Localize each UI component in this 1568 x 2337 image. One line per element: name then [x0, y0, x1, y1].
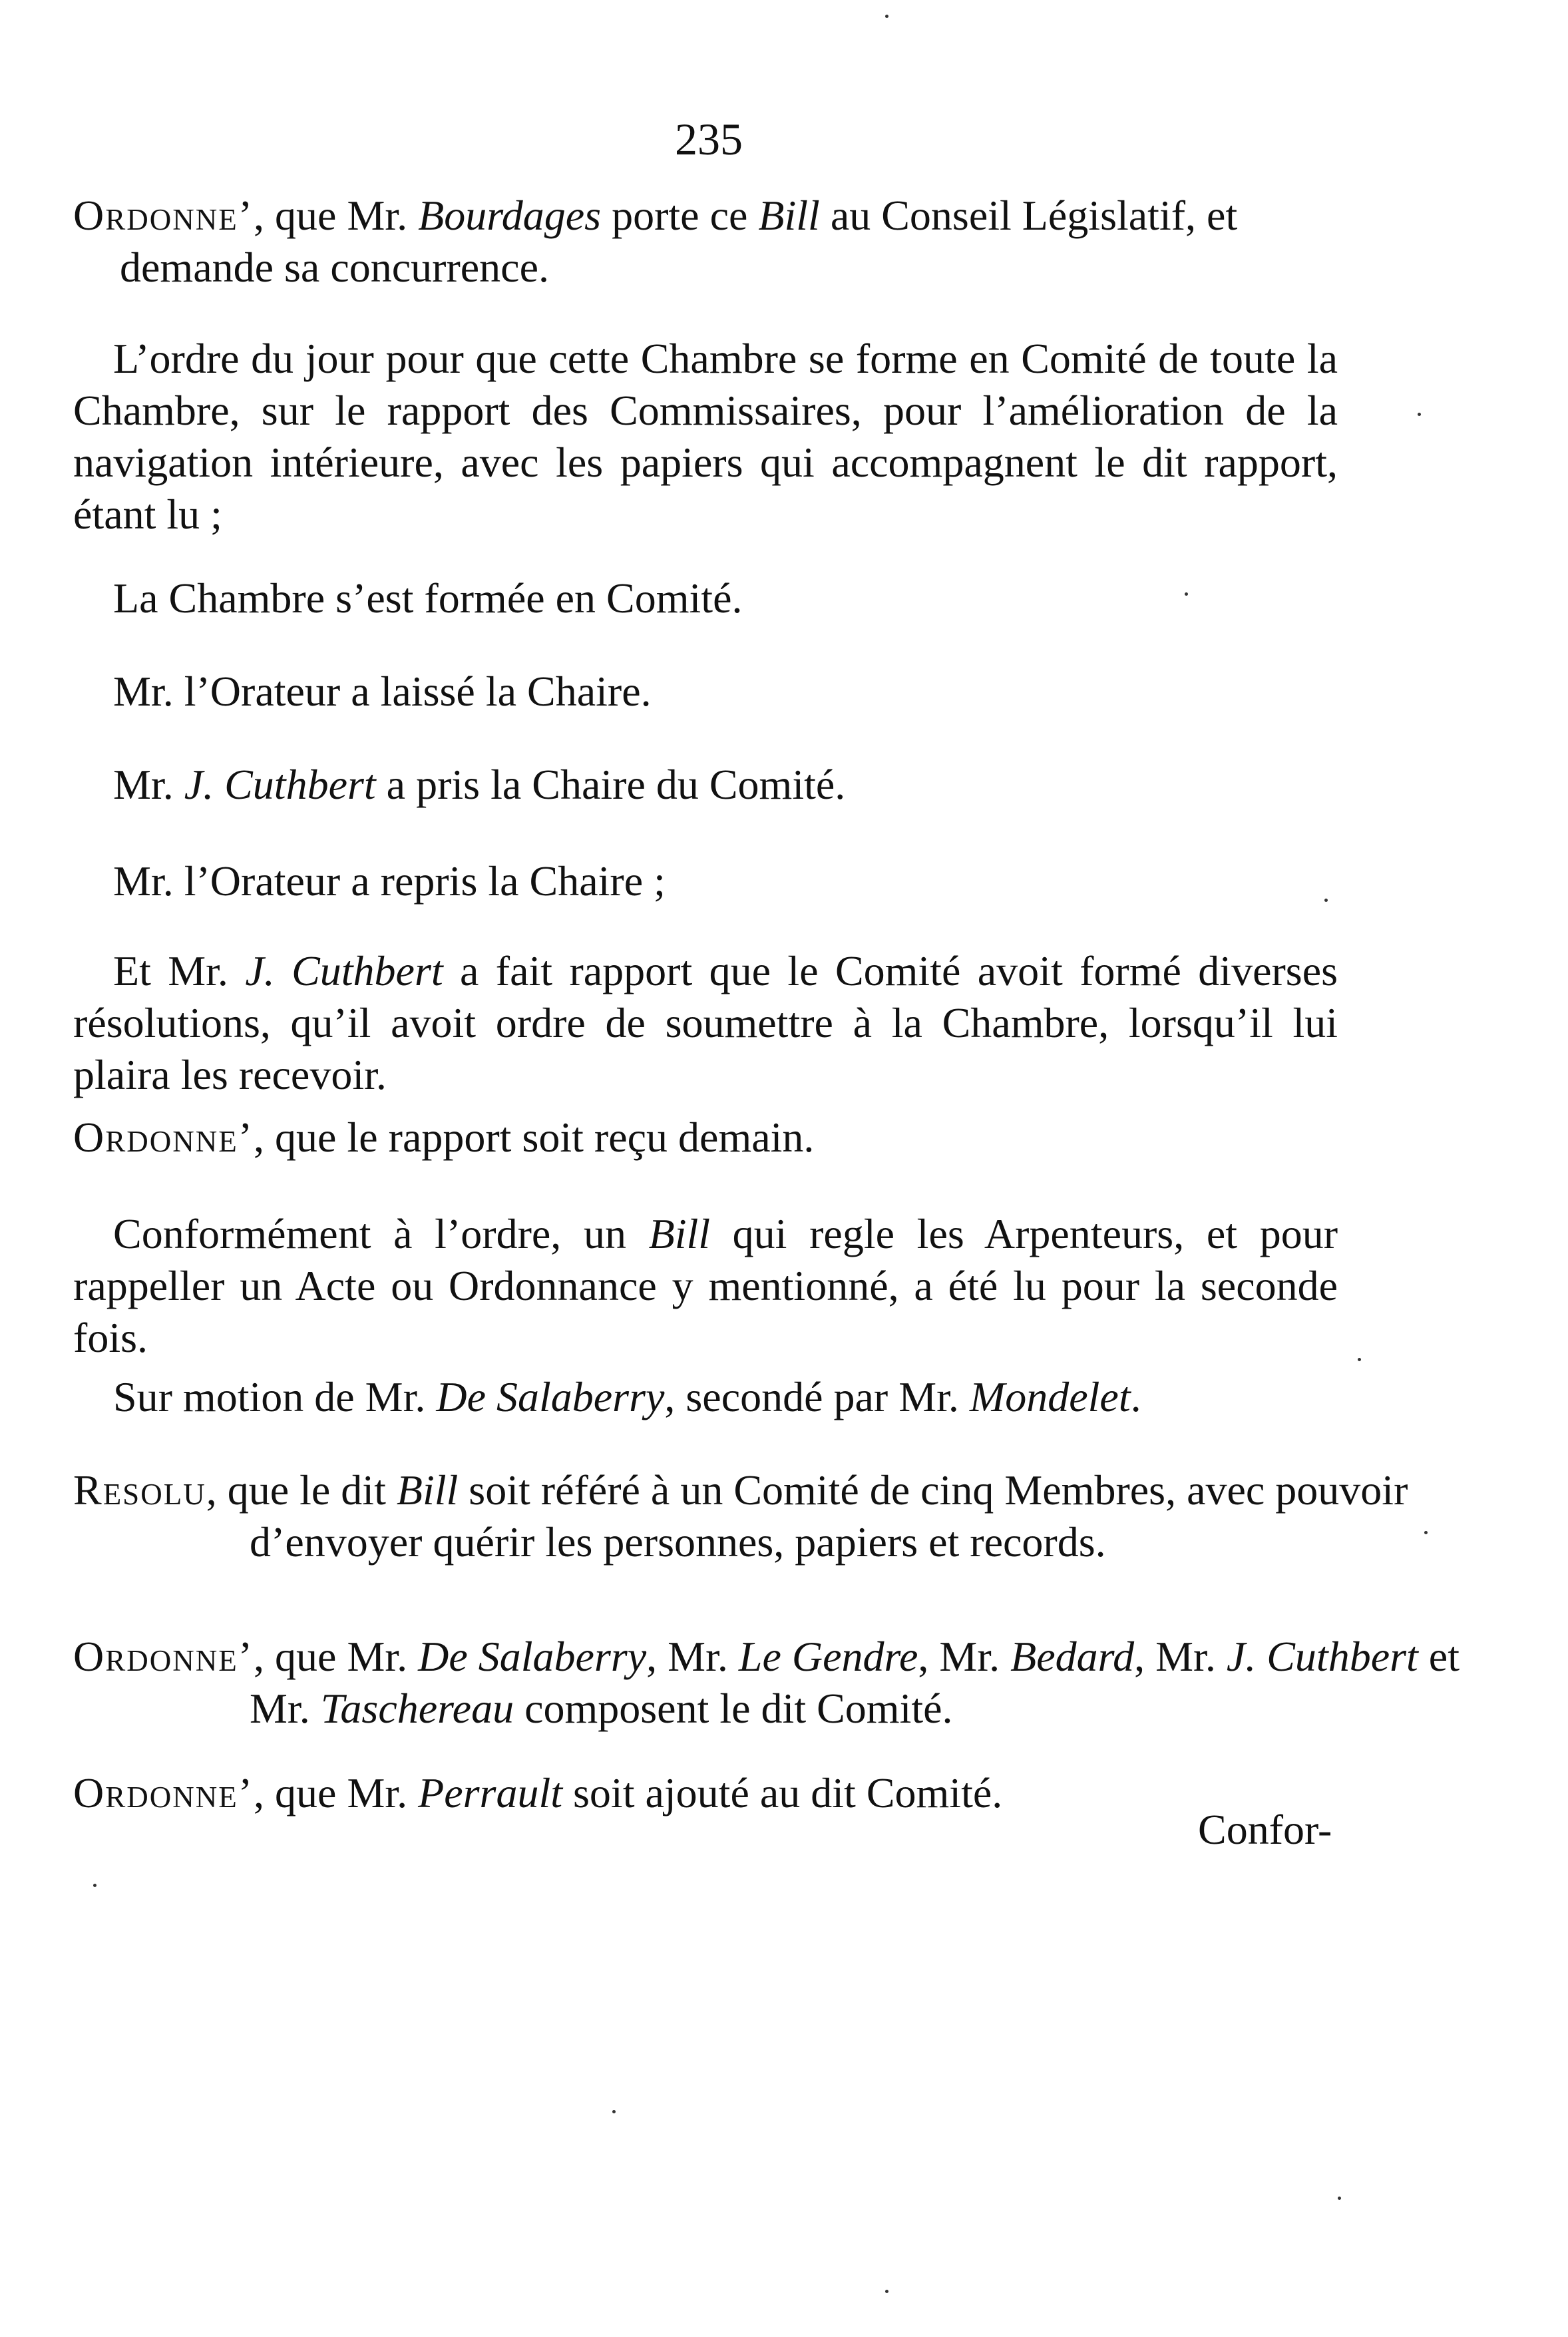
- bill-term: Bill: [758, 192, 820, 239]
- paragraph-order-of-day: [73, 333, 1338, 540]
- paragraph-committee-members: [73, 1631, 1514, 1735]
- text-run: , Mr.: [918, 1633, 1011, 1680]
- order-heading: Ordonne’: [73, 1633, 254, 1680]
- text-run: , que Mr.: [254, 1769, 419, 1816]
- print-speck: [1338, 2197, 1341, 2200]
- paragraph-motion: [73, 1371, 1378, 1423]
- order-heading: Ordonne’: [73, 192, 254, 239]
- paragraph-house-in-committee: [73, 572, 1378, 624]
- print-speck: [612, 2110, 616, 2113]
- print-speck: [1185, 592, 1188, 596]
- paragraph-surveyors-bill: [73, 1208, 1338, 1364]
- text-run: Et Mr.: [113, 947, 246, 994]
- name-de-salaberry: De Salaberry: [418, 1633, 647, 1680]
- paragraph-cuthbert-chair: [73, 759, 1378, 811]
- text-run: , que le dit: [206, 1466, 397, 1514]
- name-mondelet: Mondelet: [969, 1373, 1131, 1420]
- name-le-gendre: Le Gendre: [738, 1633, 918, 1680]
- print-speck: [1324, 899, 1328, 902]
- text-run: , Mr.: [646, 1633, 739, 1680]
- order-heading: Ordonne’: [73, 1114, 254, 1161]
- paragraph-perrault-added: [73, 1767, 1338, 1819]
- text-run: Mr. l’Orateur a laissé la Chaire.: [113, 668, 652, 715]
- name-perrault: Perrault: [418, 1769, 562, 1816]
- paragraph-order-report-tomorrow: [73, 1112, 1338, 1164]
- text-run: soit référé à un Comité de cinq Membres, avec pouvoir d’envoyer quérir les personnes, papiers et records.: [250, 1466, 1408, 1566]
- paragraph-order-bourdages: [73, 190, 1384, 294]
- resolution-heading: Resolu: [73, 1466, 206, 1514]
- text-run: a fait rapport que le Comité avoit formé diverses résolutions, qu’il avoit ordre de soumettre à la Chambre, lorsqu’il lui plaira les recevoir.: [73, 947, 1338, 1098]
- order-heading: Ordonne’: [73, 1769, 254, 1816]
- text-run: soit ajouté au dit Comité.: [562, 1769, 1003, 1816]
- print-speck: [885, 15, 888, 18]
- text-run: composent le dit Comité.: [514, 1685, 953, 1732]
- text-run: porte ce: [601, 192, 759, 239]
- text-run: Conformément à l’ordre, un: [113, 1210, 649, 1257]
- print-speck: [885, 2290, 888, 2293]
- text-run: .: [1130, 1373, 1141, 1420]
- page-number: 235: [675, 114, 743, 164]
- text-run: Mr.: [113, 761, 184, 808]
- text-run: , que Mr.: [254, 192, 419, 239]
- text-run: au Conseil Législatif, et demande sa concurrence.: [120, 192, 1238, 291]
- paragraph-speaker-resumed: [73, 855, 1378, 907]
- print-speck: [93, 1884, 97, 1887]
- text-run: L’ordre du jour pour que cette Chambre se forme en Comité de toute la Chambre, sur le rapport des Commissaires, pour l’amélioration de la navigation intérieure, avec les papiers qui accompagnent le dit rapport, étant lu ;: [73, 335, 1338, 538]
- text-run: Mr. l’Orateur a repris la Chaire ;: [113, 857, 666, 905]
- text-run: , Mr.: [1134, 1633, 1227, 1680]
- name-bedard: Bedard: [1010, 1633, 1135, 1680]
- text-run: La Chambre s’est formée en Comité.: [113, 574, 743, 622]
- text-run: a pris la Chaire du Comité.: [375, 761, 846, 808]
- text-run: Sur motion de Mr.: [113, 1373, 437, 1420]
- name-cuthbert: J. Cuthbert: [184, 761, 376, 808]
- text-run: et Mr.: [250, 1633, 1460, 1732]
- catchword: Confor-: [1198, 1806, 1332, 1853]
- text-run: , secondé par Mr.: [664, 1373, 970, 1420]
- print-speck: [1424, 1531, 1428, 1534]
- text-run: qui regle les Arpenteurs, et pour rappeller un Acte ou Ordonnance y mentionné, a été lu pour la seconde fois.: [73, 1210, 1338, 1361]
- bill-term: Bill: [648, 1210, 711, 1257]
- name-cuthbert: J. Cuthbert: [245, 947, 443, 994]
- name-bourdages: Bourdages: [418, 192, 602, 239]
- bill-term: Bill: [396, 1466, 459, 1514]
- paragraph-committee-report: [73, 945, 1338, 1101]
- text-run: , que le rapport soit reçu demain.: [254, 1114, 815, 1161]
- print-speck: [1358, 1358, 1361, 1361]
- name-taschereau: Taschereau: [320, 1685, 514, 1732]
- print-speck: [1418, 413, 1421, 416]
- text-run: , que Mr.: [254, 1633, 419, 1680]
- name-de-salaberry: De Salaberry: [436, 1373, 665, 1420]
- name-cuthbert: J. Cuthbert: [1226, 1633, 1418, 1680]
- paragraph-speaker-left-chair: [73, 666, 1378, 718]
- paragraph-resolution: [73, 1464, 1514, 1568]
